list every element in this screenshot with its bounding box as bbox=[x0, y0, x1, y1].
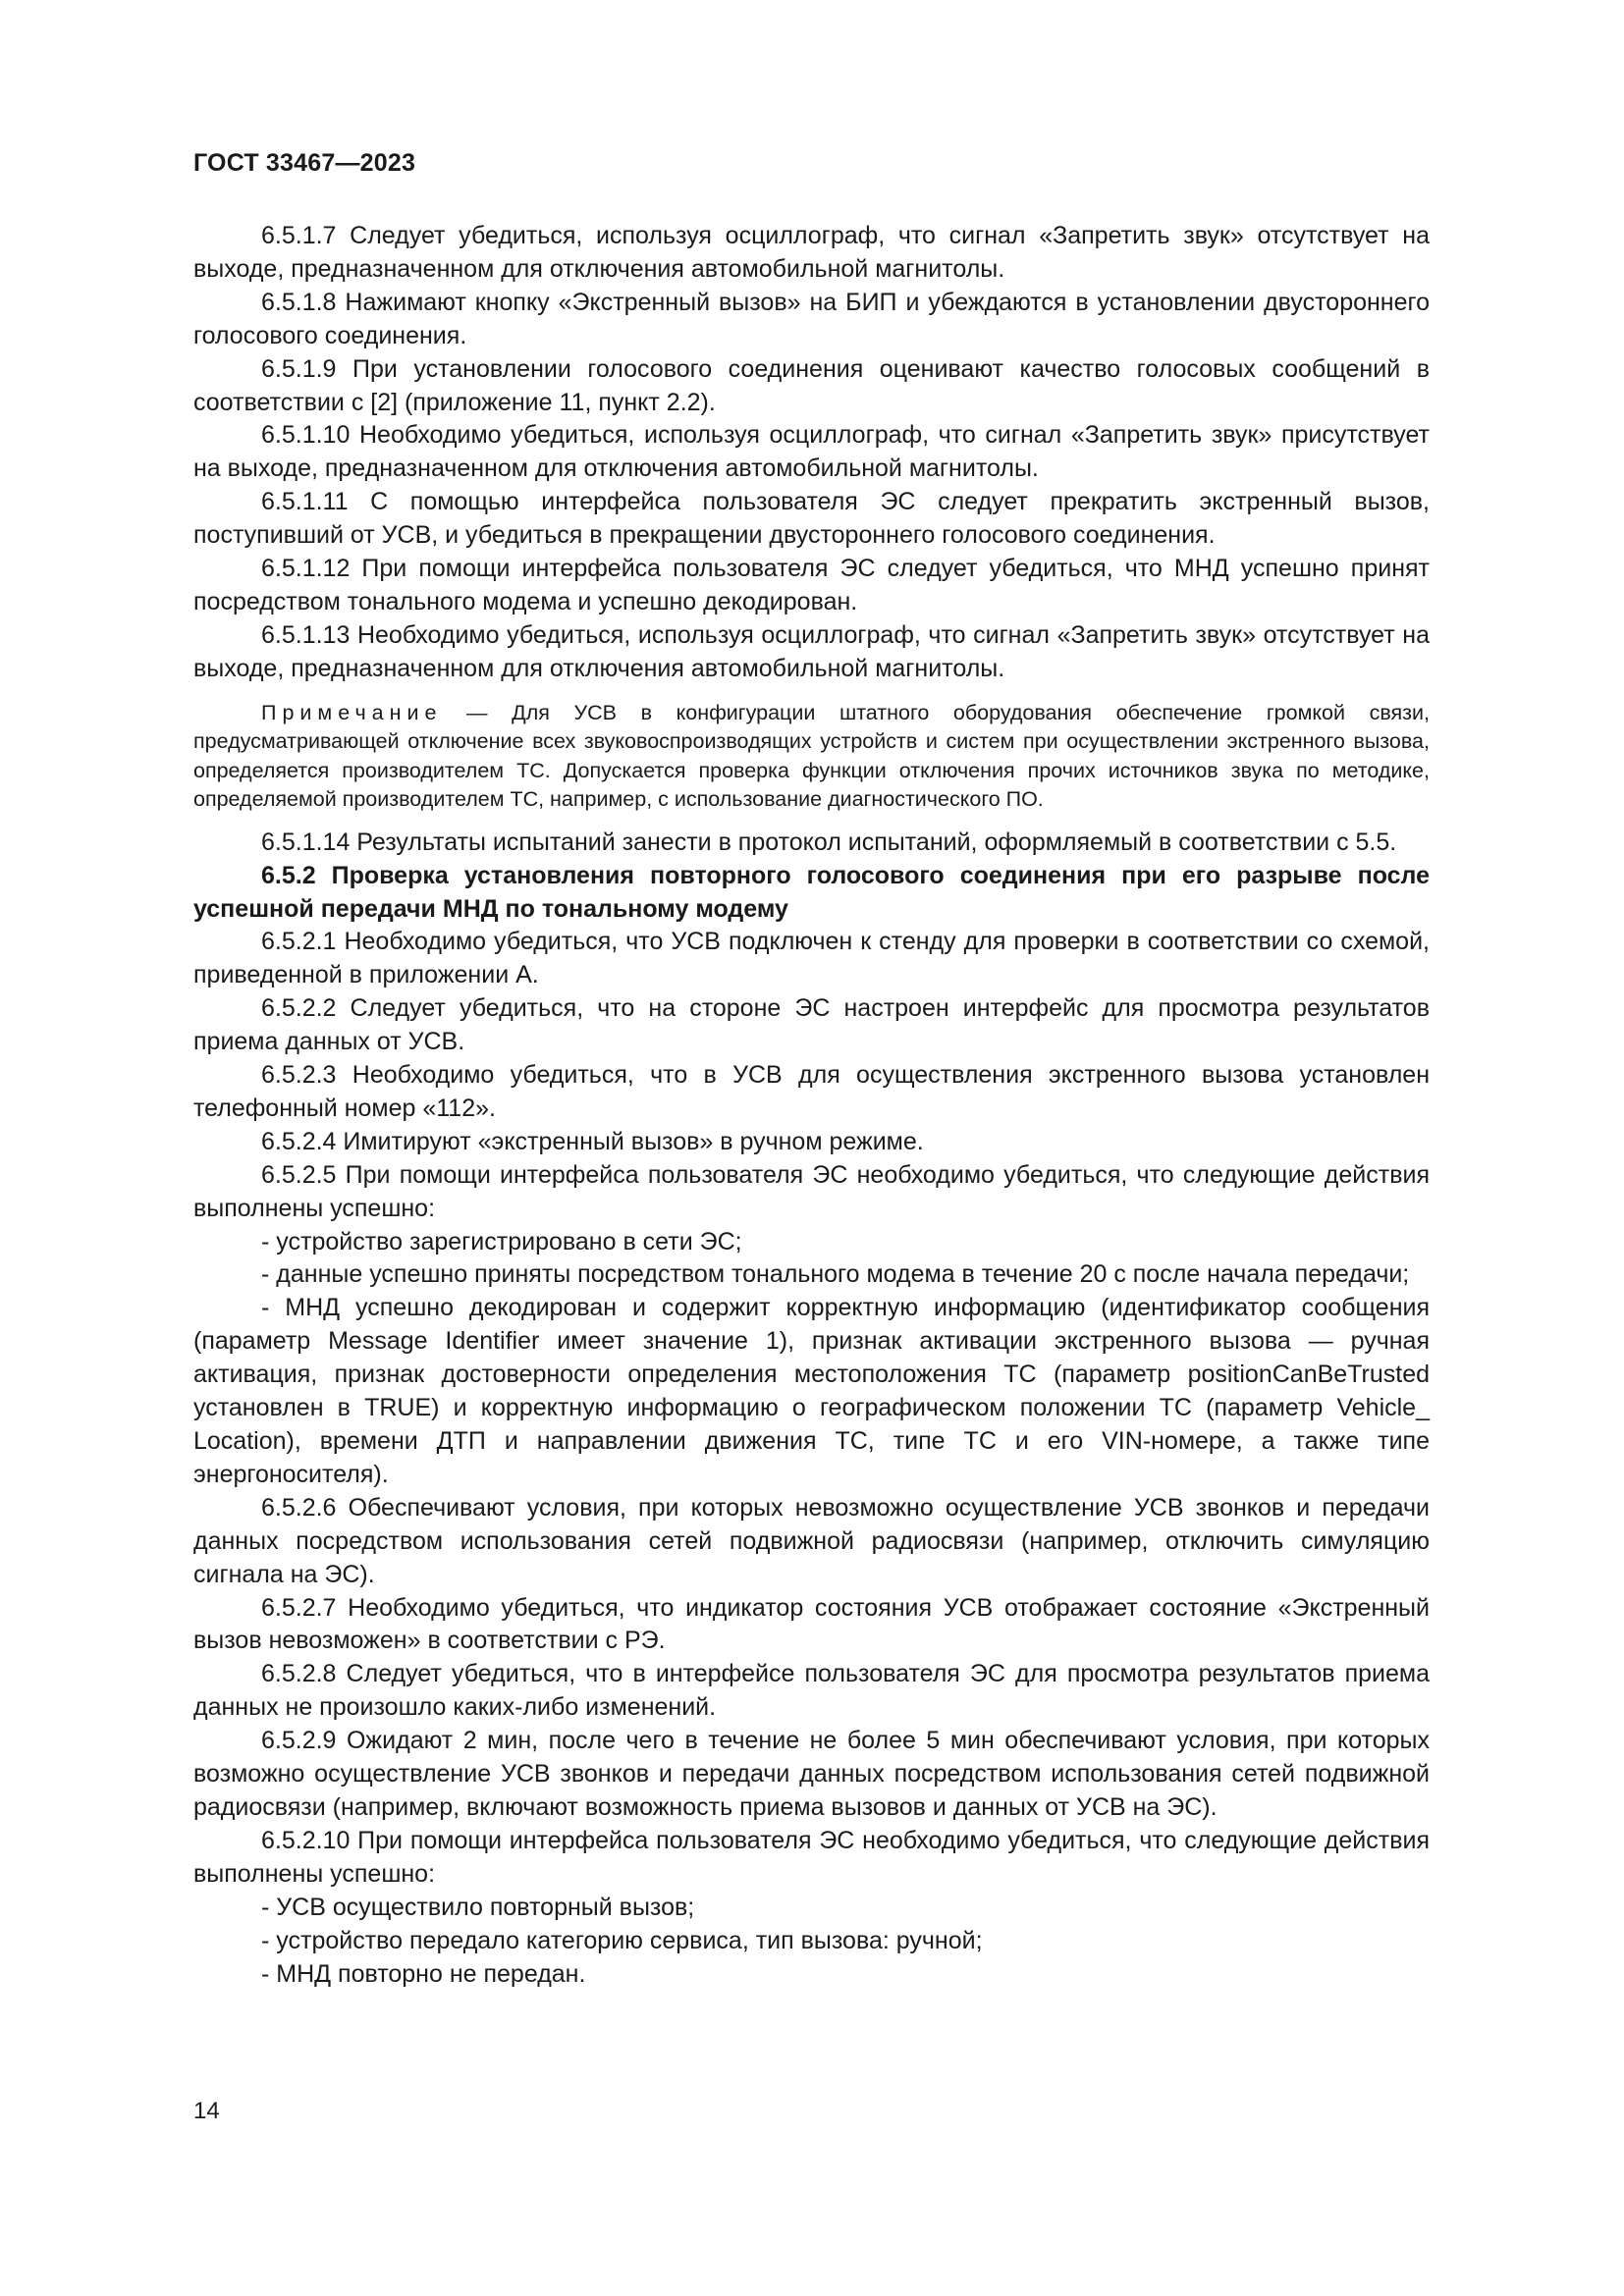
paragraph-6-5-2-5: 6.5.2.5 При помощи интерфейса пользователя ЭС необходимо убедиться, что следующие действия выполнены успешно: bbox=[193, 1160, 1430, 1222]
list-item: - устройство передало категорию сервиса, тип вызова: ручной; bbox=[261, 1926, 983, 1954]
document-body bbox=[193, 220, 1430, 1991]
list-item: - устройство зарегистрировано в сети ЭС; bbox=[261, 1227, 742, 1255]
paragraph-6-5-1-13: 6.5.1.13 Необходимо убедиться, используя осциллограф, что сигнал «Запретить звук» отсутствует на выходе, предназначенном для отключения автомобильной магнитолы. bbox=[193, 620, 1430, 682]
paragraph-6-5-1-10: 6.5.1.10 Необходимо убедиться, используя осциллограф, что сигнал «Запретить звук» присутствует на выходе, предназначенном для отключения автомобильной магнитолы. bbox=[193, 421, 1430, 483]
paragraph-6-5-2-3: 6.5.2.3 Необходимо убедиться, что в УСВ для осуществления экстренного вызова установлен телефонный номер «112». bbox=[193, 1061, 1430, 1122]
list-item: - УСВ осуществило повторный вызов; bbox=[261, 1893, 695, 1921]
paragraph-6-5-2-6: 6.5.2.6 Обеспечивают условия, при которых невозможно осуществление УСВ звонков и передачи данных посредством использования сетей подвижной радиосвязи (например, отключить симуляцию сигнала на ЭС). bbox=[193, 1493, 1430, 1588]
paragraph-6-5-2-8: 6.5.2.8 Следует убедиться, что в интерфейсе пользователя ЭС для просмотра результатов приема данных не произошло каких-либо изменений. bbox=[193, 1660, 1430, 1722]
note-text: — Для УСВ в конфигурации штатного оборудования обеспечение громкой связи, предусматривающей отключение всех звуковоспроизводящих устройств и систем при осуществлении экстренного вызова, определяется производителем ТС. Допускается проверка функции отключения прочих источников звука по методике, определяемой производителем ТС, например, с использование диагностического ПО. bbox=[193, 700, 1430, 812]
note bbox=[193, 699, 1430, 815]
paragraph-6-5-1-11: 6.5.1.11 С помощью интерфейса пользователя ЭС следует прекратить экстренный вызов, поступивший от УСВ, и убедиться в прекращении двустороннего голосового соединения. bbox=[193, 488, 1430, 550]
paragraph-6-5-1-12: 6.5.1.12 При помощи интерфейса пользователя ЭС следует убедиться, что МНД успешно принят посредством тонального модема и успешно декодирован. bbox=[193, 555, 1430, 615]
paragraph-6-5-1-14: 6.5.1.14 Результаты испытаний занести в протокол испытаний, оформляемый в соответствии с 5.5. bbox=[261, 828, 1397, 856]
section-heading-6-5-2: 6.5.2 Проверка установления повторного голосового соединения при его разрыве после успешной передачи МНД по тональному модему bbox=[193, 861, 1430, 923]
paragraph-6-5-2-9: 6.5.2.9 Ожидают 2 мин, после чего в течение не более 5 мин обеспечивают условия, при которых возможно осуществление УСВ звонков и передачи данных посредством использования сетей подвижной радиосвязи (например, включают возможность приема вызовов и данных от УСВ на ЭС). bbox=[193, 1727, 1430, 1821]
page-number: 14 bbox=[193, 2098, 220, 2124]
note-label: Примечание bbox=[261, 700, 443, 724]
paragraph-6-5-2-10: 6.5.2.10 При помощи интерфейса пользователя ЭС необходимо убедиться, что следующие действия выполнены успешно: bbox=[193, 1826, 1430, 1888]
paragraph-6-5-2-2: 6.5.2.2 Следует убедиться, что на стороне ЭС настроен интерфейс для просмотра результатов приема данных от УСВ. bbox=[193, 994, 1430, 1056]
paragraph-6-5-1-7: 6.5.1.7 Следует убедиться, используя осциллограф, что сигнал «Запретить звук» отсутствует на выходе, предназначенном для отключения автомобильной магнитолы. bbox=[193, 222, 1430, 283]
document-header: ГОСТ 33467—2023 bbox=[193, 149, 416, 177]
list-item: - МНД повторно не передан. bbox=[261, 1959, 586, 1988]
paragraph-6-5-1-8: 6.5.1.8 Нажимают кнопку «Экстренный вызов» на БИП и убеждаются в установлении двустороннего голосового соединения. bbox=[193, 288, 1430, 349]
paragraph-6-5-1-9: 6.5.1.9 При установлении голосового соединения оценивают качество голосовых сообщений в соответствии с [2] (приложение 11, пункт 2.2). bbox=[193, 354, 1430, 416]
paragraph-6-5-2-1: 6.5.2.1 Необходимо убедиться, что УСВ подключен к стенду для проверки в соответствии со схемой, приведенной в приложении А. bbox=[193, 928, 1430, 989]
list-item: - данные успешно приняты посредством тонального модема в течение 20 с после начала передачи; bbox=[261, 1260, 1410, 1289]
paragraph-6-5-2-4: 6.5.2.4 Имитируют «экстренный вызов» в ручном режиме. bbox=[261, 1127, 924, 1155]
paragraph-6-5-2-7: 6.5.2.7 Необходимо убедиться, что индикатор состояния УСВ отображает состояние «Экстренный вызов невозможен» в соответствии с РЭ. bbox=[193, 1593, 1430, 1655]
list-item: - МНД успешно декодирован и содержит корректную информацию (идентификатор сообщения (параметр Message Identifier имеет значение 1), признак активации экстренного вызова — ручная активация, признак достоверности определения местоположения ТС (параметр positionCanBeTrusted установлен в TRUE) и корректную информацию о географическом положении ТС (параметр Vehicle_ Location), времени ДТП и направлении движения ТС, типе ТС и его VIN-номере, а также типе энергоносителя). bbox=[193, 1294, 1430, 1488]
